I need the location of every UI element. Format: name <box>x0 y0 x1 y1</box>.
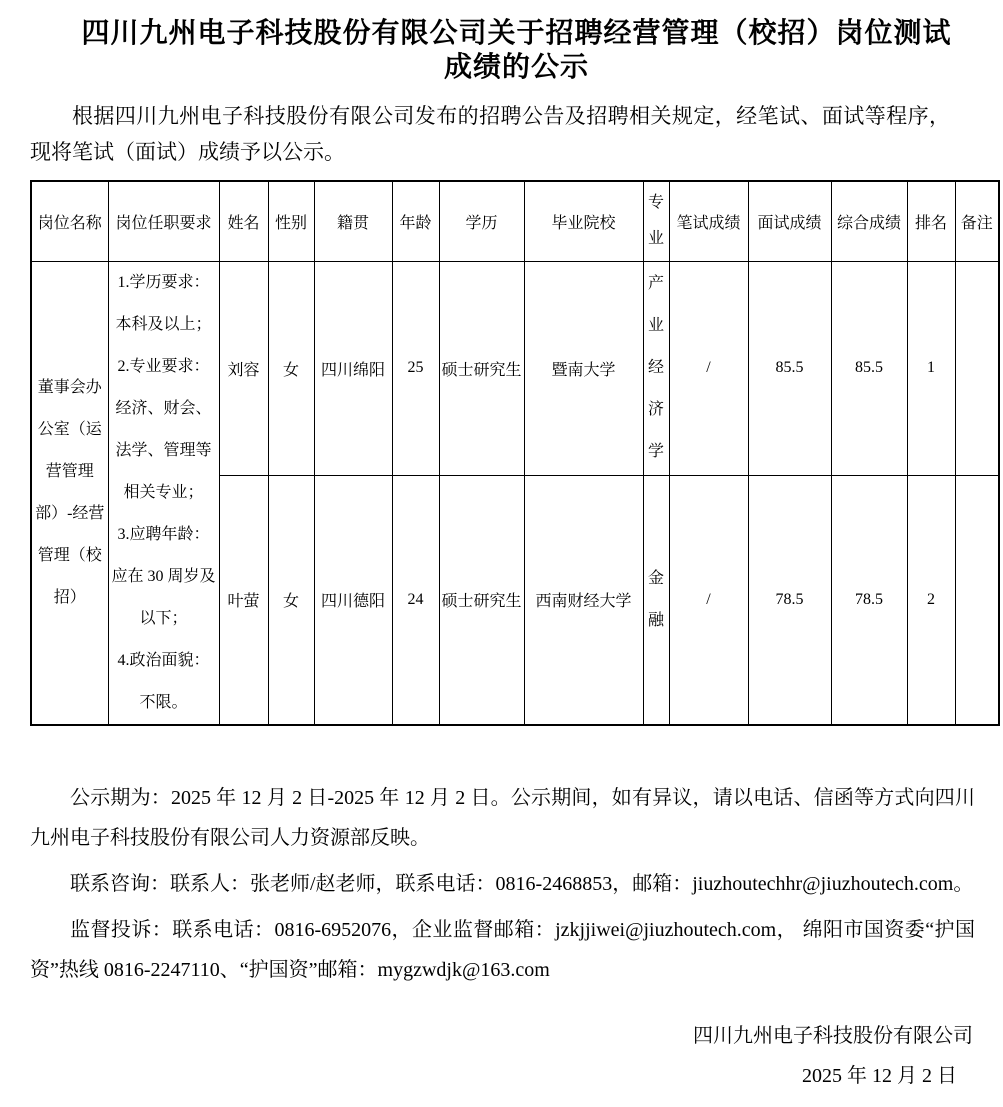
table-row-1 <box>31 261 999 476</box>
cell-school: 暨南大学 <box>524 261 643 476</box>
cell-education: 硕士研究生 <box>439 261 524 476</box>
cell-position-name: 董事会办公室（运营管理部）-经营管理（校招） <box>31 261 108 725</box>
header-overall-score: 综合成绩 <box>831 181 907 261</box>
header-interview-score: 面试成绩 <box>748 181 831 261</box>
cell-overall-score: 85.5 <box>831 261 907 476</box>
cell-interview-score: 85.5 <box>748 261 831 476</box>
header-age: 年龄 <box>392 181 439 261</box>
cell-name: 刘容 <box>219 261 268 476</box>
header-rank: 排名 <box>907 181 955 261</box>
cell-major: 金融 <box>643 476 669 725</box>
cell-age: 25 <box>392 261 439 476</box>
requirement-item: 1.学历要求：本科及以上； <box>115 273 212 333</box>
requirement-item: 2.专业要求：经济、财会、法学、管理等相关专业； <box>115 357 212 501</box>
cell-gender: 女 <box>268 476 314 725</box>
table-header-row <box>31 181 999 261</box>
header-position-requirements: 岗位任职要求 <box>108 181 219 261</box>
header-school: 毕业院校 <box>524 181 643 261</box>
cell-interview-score: 78.5 <box>748 476 831 725</box>
cell-remark <box>955 476 999 725</box>
header-gender: 性别 <box>268 181 314 261</box>
header-name: 姓名 <box>219 181 268 261</box>
cell-name: 叶萤 <box>219 476 268 725</box>
cell-school: 西南财经大学 <box>524 476 643 725</box>
intro-paragraph: 根据四川九州电子科技股份有限公司发布的招聘公告及招聘相关规定，经笔试、面试等程序，现将笔试（面试）成绩予以公示。 <box>30 104 950 164</box>
cell-rank: 1 <box>907 261 955 476</box>
cell-remark <box>955 261 999 476</box>
cell-written-score: / <box>669 261 748 476</box>
cell-major: 产业经济学 <box>643 261 669 476</box>
cell-age: 24 <box>392 476 439 725</box>
signature-date: 2025 年 12 月 2 日 <box>802 1064 957 1087</box>
header-education: 学历 <box>439 181 524 261</box>
signature-company: 四川九州电子科技股份有限公司 <box>693 1024 973 1047</box>
signature-block <box>30 1016 975 1096</box>
requirement-item: 4.政治面貌：不限。 <box>117 651 210 711</box>
supervision-paragraph: 监督投诉：联系电话：0816-6952076，企业监督邮箱：jzkjjiwei@jiuzhoutech.com， 绵阳市国资委“护国资”热线 0816-2247110、“护国资”邮箱：mygzwdjk@163.com <box>30 918 975 981</box>
cell-rank: 2 <box>907 476 955 725</box>
cell-overall-score: 78.5 <box>831 476 907 725</box>
header-written-score: 笔试成绩 <box>669 181 748 261</box>
cell-position-requirements <box>108 261 219 725</box>
cell-gender: 女 <box>268 261 314 476</box>
contact-paragraph: 联系咨询：联系人：张老师/赵老师，联系电话：0816-2468853，邮箱：jiuzhoutechhr@jiuzhoutech.com。 <box>70 872 974 895</box>
requirement-item: 3.应聘年龄：应在 30 周岁及以下； <box>111 525 216 627</box>
header-hometown: 籍贯 <box>314 181 392 261</box>
footer-section <box>30 778 975 990</box>
cell-written-score: / <box>669 476 748 725</box>
cell-hometown: 四川德阳 <box>314 476 392 725</box>
score-table <box>30 180 1000 726</box>
header-position-name: 岗位名称 <box>31 181 108 261</box>
cell-hometown: 四川绵阳 <box>314 261 392 476</box>
header-remark: 备注 <box>955 181 999 261</box>
document-title: 四川九州电子科技股份有限公司关于招聘经营管理（校招）岗位测试成绩的公示 <box>81 17 952 82</box>
publicity-period-paragraph: 公示期为：2025 年 12 月 2 日-2025 年 12 月 2 日。公示期间，如有异议，请以电话、信函等方式向四川九州电子科技股份有限公司人力资源部反映。 <box>30 786 975 849</box>
header-major: 专业 <box>643 181 669 261</box>
cell-education: 硕士研究生 <box>439 476 524 725</box>
